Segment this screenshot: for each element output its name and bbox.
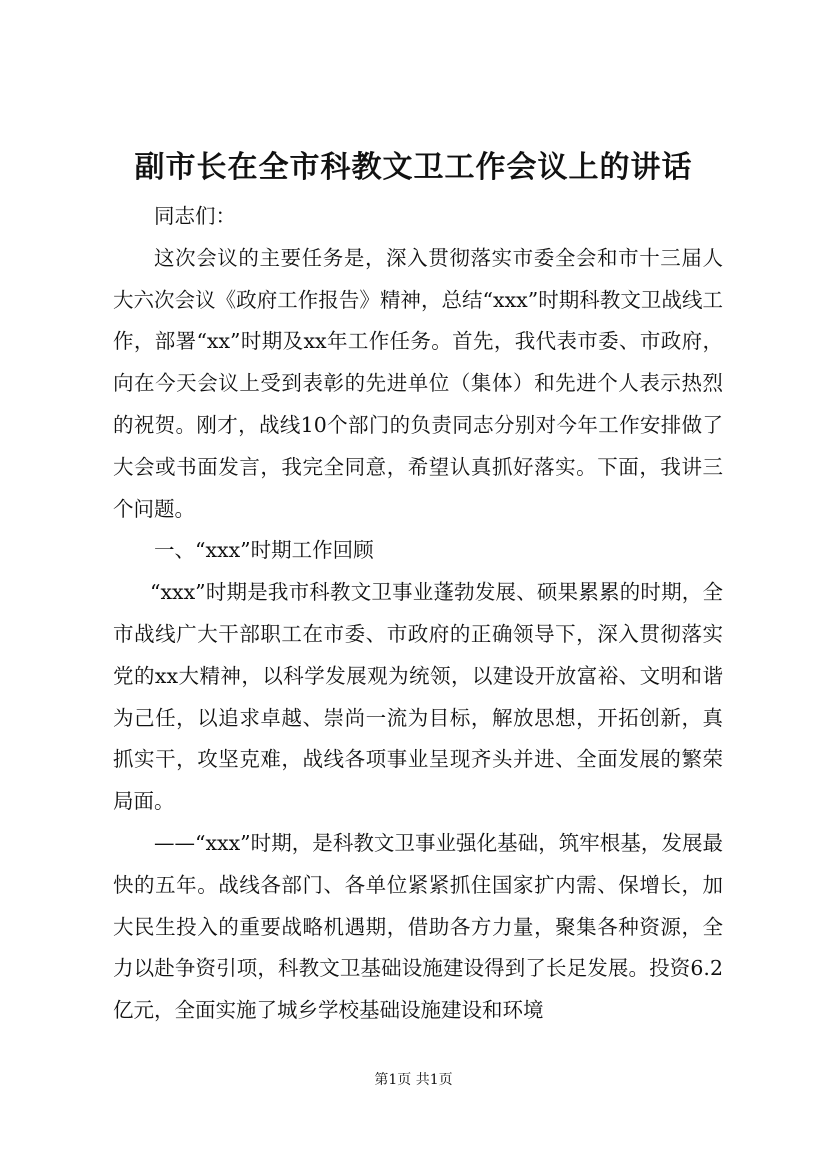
salutation-paragraph: 同志们： [154, 204, 236, 228]
document-body [113, 196, 723, 1032]
section-heading: 一、“xxx”时期工作回顾 [154, 538, 374, 563]
review-paragraph: “xxx”时期是我市科教文卫事业蓬勃发展、硕果累累的时期，全市战线广大干部职工在市委、市政府的正确领导下，深入贯彻落实党的xx大精神，以科学发展观为统领，以建设开放富裕、文明和谐为己任，以追求卓越、崇尚一流为目标，解放思想，开拓创新，真抓实干，攻坚克难，战线各项事业呈现齐头并进、全面发展的繁荣局面。 [113, 580, 723, 814]
page-footer: 第1页 共1页 [374, 1072, 453, 1088]
intro-paragraph: 这次会议的主要任务是，深入贯彻落实市委全会和市十三届人大六次会议《政府工作报告》精神，总结“xxx”时期科教文卫战线工作，部署“xx”时期及xx年工作任务。首先，我代表市委、市政府，向在今天会议上受到表彰的先进单位（集体）和先进个人表示热烈的祝贺。刚才，战线10个部门的负责同志分别对今年工作安排做了大会或书面发言，我完全同意，希望认真抓好落实。下面，我讲三个问题。 [113, 245, 723, 521]
foundation-paragraph: ——“xxx”时期，是科教文卫事业强化基础，筑牢根基，发展最快的五年。战线各部门、各单位紧紧抓住国家扩内需、保增长，加大民生投入的重要战略机遇期，借助各方力量，聚集各种资源，全力以赴争资引项，科教文卫基础设施建设得到了长足发展。投资6.2亿元，全面实施了城乡学校基础设施建设和环境 [113, 830, 723, 1023]
document-title: 副市长在全市科教文卫工作会议上的讲话 [134, 150, 693, 185]
